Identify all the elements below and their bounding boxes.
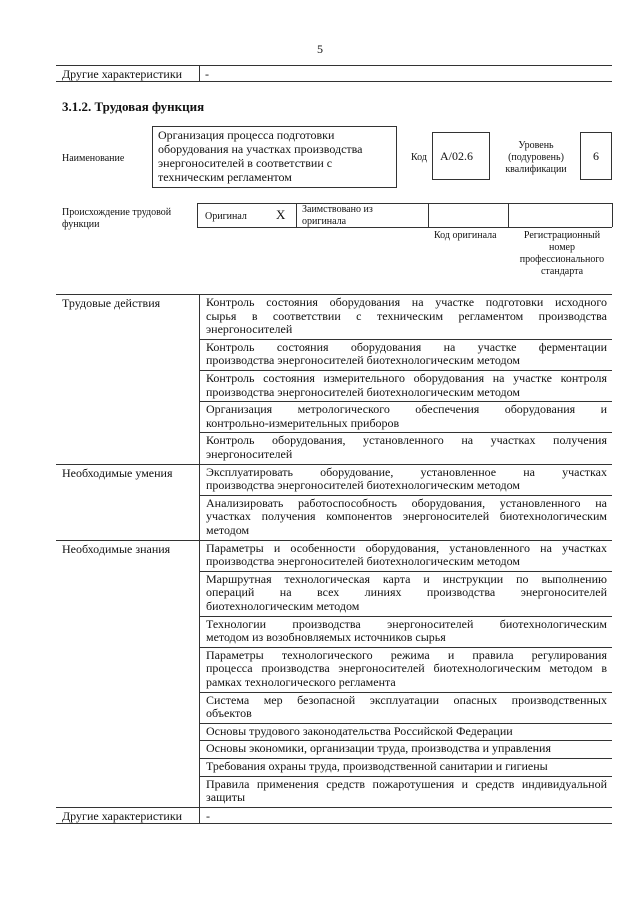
labor-actions-item-line: энергоносителей [206,447,293,461]
required-knowledge-item-line: Правила применения средств пожаротушения и средств индивидуальной [206,776,607,791]
labor-actions-item-line: производства энергоносителей биотехнологическим методом [206,384,520,399]
rule [197,203,612,204]
reg-number-label: номер [549,242,575,253]
other-characteristics-label: Другие характеристики [62,808,183,823]
required-knowledge-item-line: объектов [206,706,252,721]
reg-number-label: стандарта [540,266,584,277]
code-label: Код [411,152,427,163]
required-skills-label: Необходимые умения [62,465,173,480]
name-line: оборудования на участках производства [158,142,363,156]
original-mark: X [276,207,286,222]
origin-label: функции [62,219,100,230]
reg-number-label: профессионального [519,254,605,265]
labor-actions-item-line: Контроль оборудования, установленного на участках получения [206,433,607,448]
required-knowledge-item-line: Маршрутная технологическая карта и инструкции по выполнению [206,571,607,586]
level-label: квалификации [505,164,567,175]
naming-label: Наименование [62,153,125,164]
top-other-label: Другие характеристики [62,67,183,81]
other-characteristics-value: - [206,808,210,823]
labor-actions-item-line: энергоносителей [206,322,293,337]
required-knowledge-item-line: процесса производства энергоносителей биотехнологическим методом в [206,661,607,676]
rule [199,540,200,807]
level-label: (подуровень) [508,152,564,163]
rule [508,203,509,227]
required-knowledge-item-line: Основы экономики, организации труда, производства и управления [206,741,551,756]
required-knowledge-item-line: биотехнологическим методом [206,599,360,613]
name-line: техническим регламентом [158,170,292,184]
required-skills-item-line: методом [206,523,250,537]
rule [199,65,200,81]
original-label: Оригинал [205,211,247,222]
labor-actions-item-line: Контроль состояния оборудования на участке ферментации [206,339,607,354]
section-title: 3.1.2. Трудовая функция [62,99,205,114]
required-knowledge-item-line: защиты [206,790,246,805]
required-knowledge-item-line: Технологии производства энергоносителей биотехнологическим [206,616,607,631]
labor-actions-item-line: сырья в соответствии с техническим регламентом производства [206,308,607,323]
rule [199,807,200,823]
labor-actions-item-line: Организация метрологического обеспечения оборудования и [206,402,607,417]
labor-actions-item-line: Контроль состояния измерительного оборудования на участке контроля [206,371,607,385]
required-skills-item-line: Анализировать работоспособность оборудования, установленного на [206,495,607,510]
required-knowledge-item-line: Требования охраны труда, производственной санитарии и гигиены [206,759,548,773]
required-skills-item-line: Эксплуатировать оборудование, установленное на участках [206,464,607,479]
required-knowledge-item-line: рамках технологического регламента [206,675,396,689]
labor-actions-label: Трудовые действия [62,296,161,310]
labor-actions-item-line: контрольно-измерительных приборов [206,415,400,430]
rule [428,203,429,227]
rule [56,81,612,82]
rule [199,294,200,464]
rule [56,65,612,66]
labor-actions-item-line: производства энергоносителей биотехнологическим методом [206,353,520,368]
origin-label: Происхождение трудовой [62,207,172,218]
rule [56,823,612,824]
required-knowledge-item-line: производства энергоносителей биотехнологическим методом [206,554,520,569]
level-value: 6 [593,149,599,163]
required-skills-item-line: участках получения компонентов энергоносителей биотехнологическим [206,509,607,524]
borrowed-label: Заимствовано из [302,204,373,215]
code-value: А/02.6 [440,149,473,163]
required-knowledge-item-line: Система мер безопасной эксплуатации опасных производственных [206,692,607,707]
top-other-value: - [205,67,209,81]
required-knowledge-item-line: методом из возобновляемых источников сырья [206,630,446,645]
code-original-label: Код оригинала [434,230,497,241]
labor-actions-item-line: Контроль состояния оборудования на участке подготовки исходного [206,295,607,309]
level-label: Уровень [518,140,554,151]
required-skills-item-line: производства энергоносителей биотехнологическим методом [206,478,520,493]
reg-number-label: Регистрационный [523,230,601,241]
required-knowledge-item-line: Основы трудового законодательства Российской Федерации [206,723,513,738]
rule [56,807,612,808]
rule [197,203,198,227]
page-number: 5 [317,42,323,56]
required-knowledge-item-line: Параметры и особенности оборудования, установленного на участках [206,540,607,555]
name-line: Организация процесса подготовки [158,128,335,142]
required-knowledge-item-line: операций на всех линиях производства энергоносителей [206,585,607,600]
rule [612,203,613,227]
borrowed-label: оригинала [302,216,347,227]
rule [199,464,200,540]
rule [296,203,297,227]
required-knowledge-item-line: Параметры технологического режима и правила регулирования [206,647,607,662]
required-knowledge-label: Необходимые знания [62,541,171,556]
rule [197,227,612,228]
name-line: энергоносителей в соответствии с [158,156,333,170]
